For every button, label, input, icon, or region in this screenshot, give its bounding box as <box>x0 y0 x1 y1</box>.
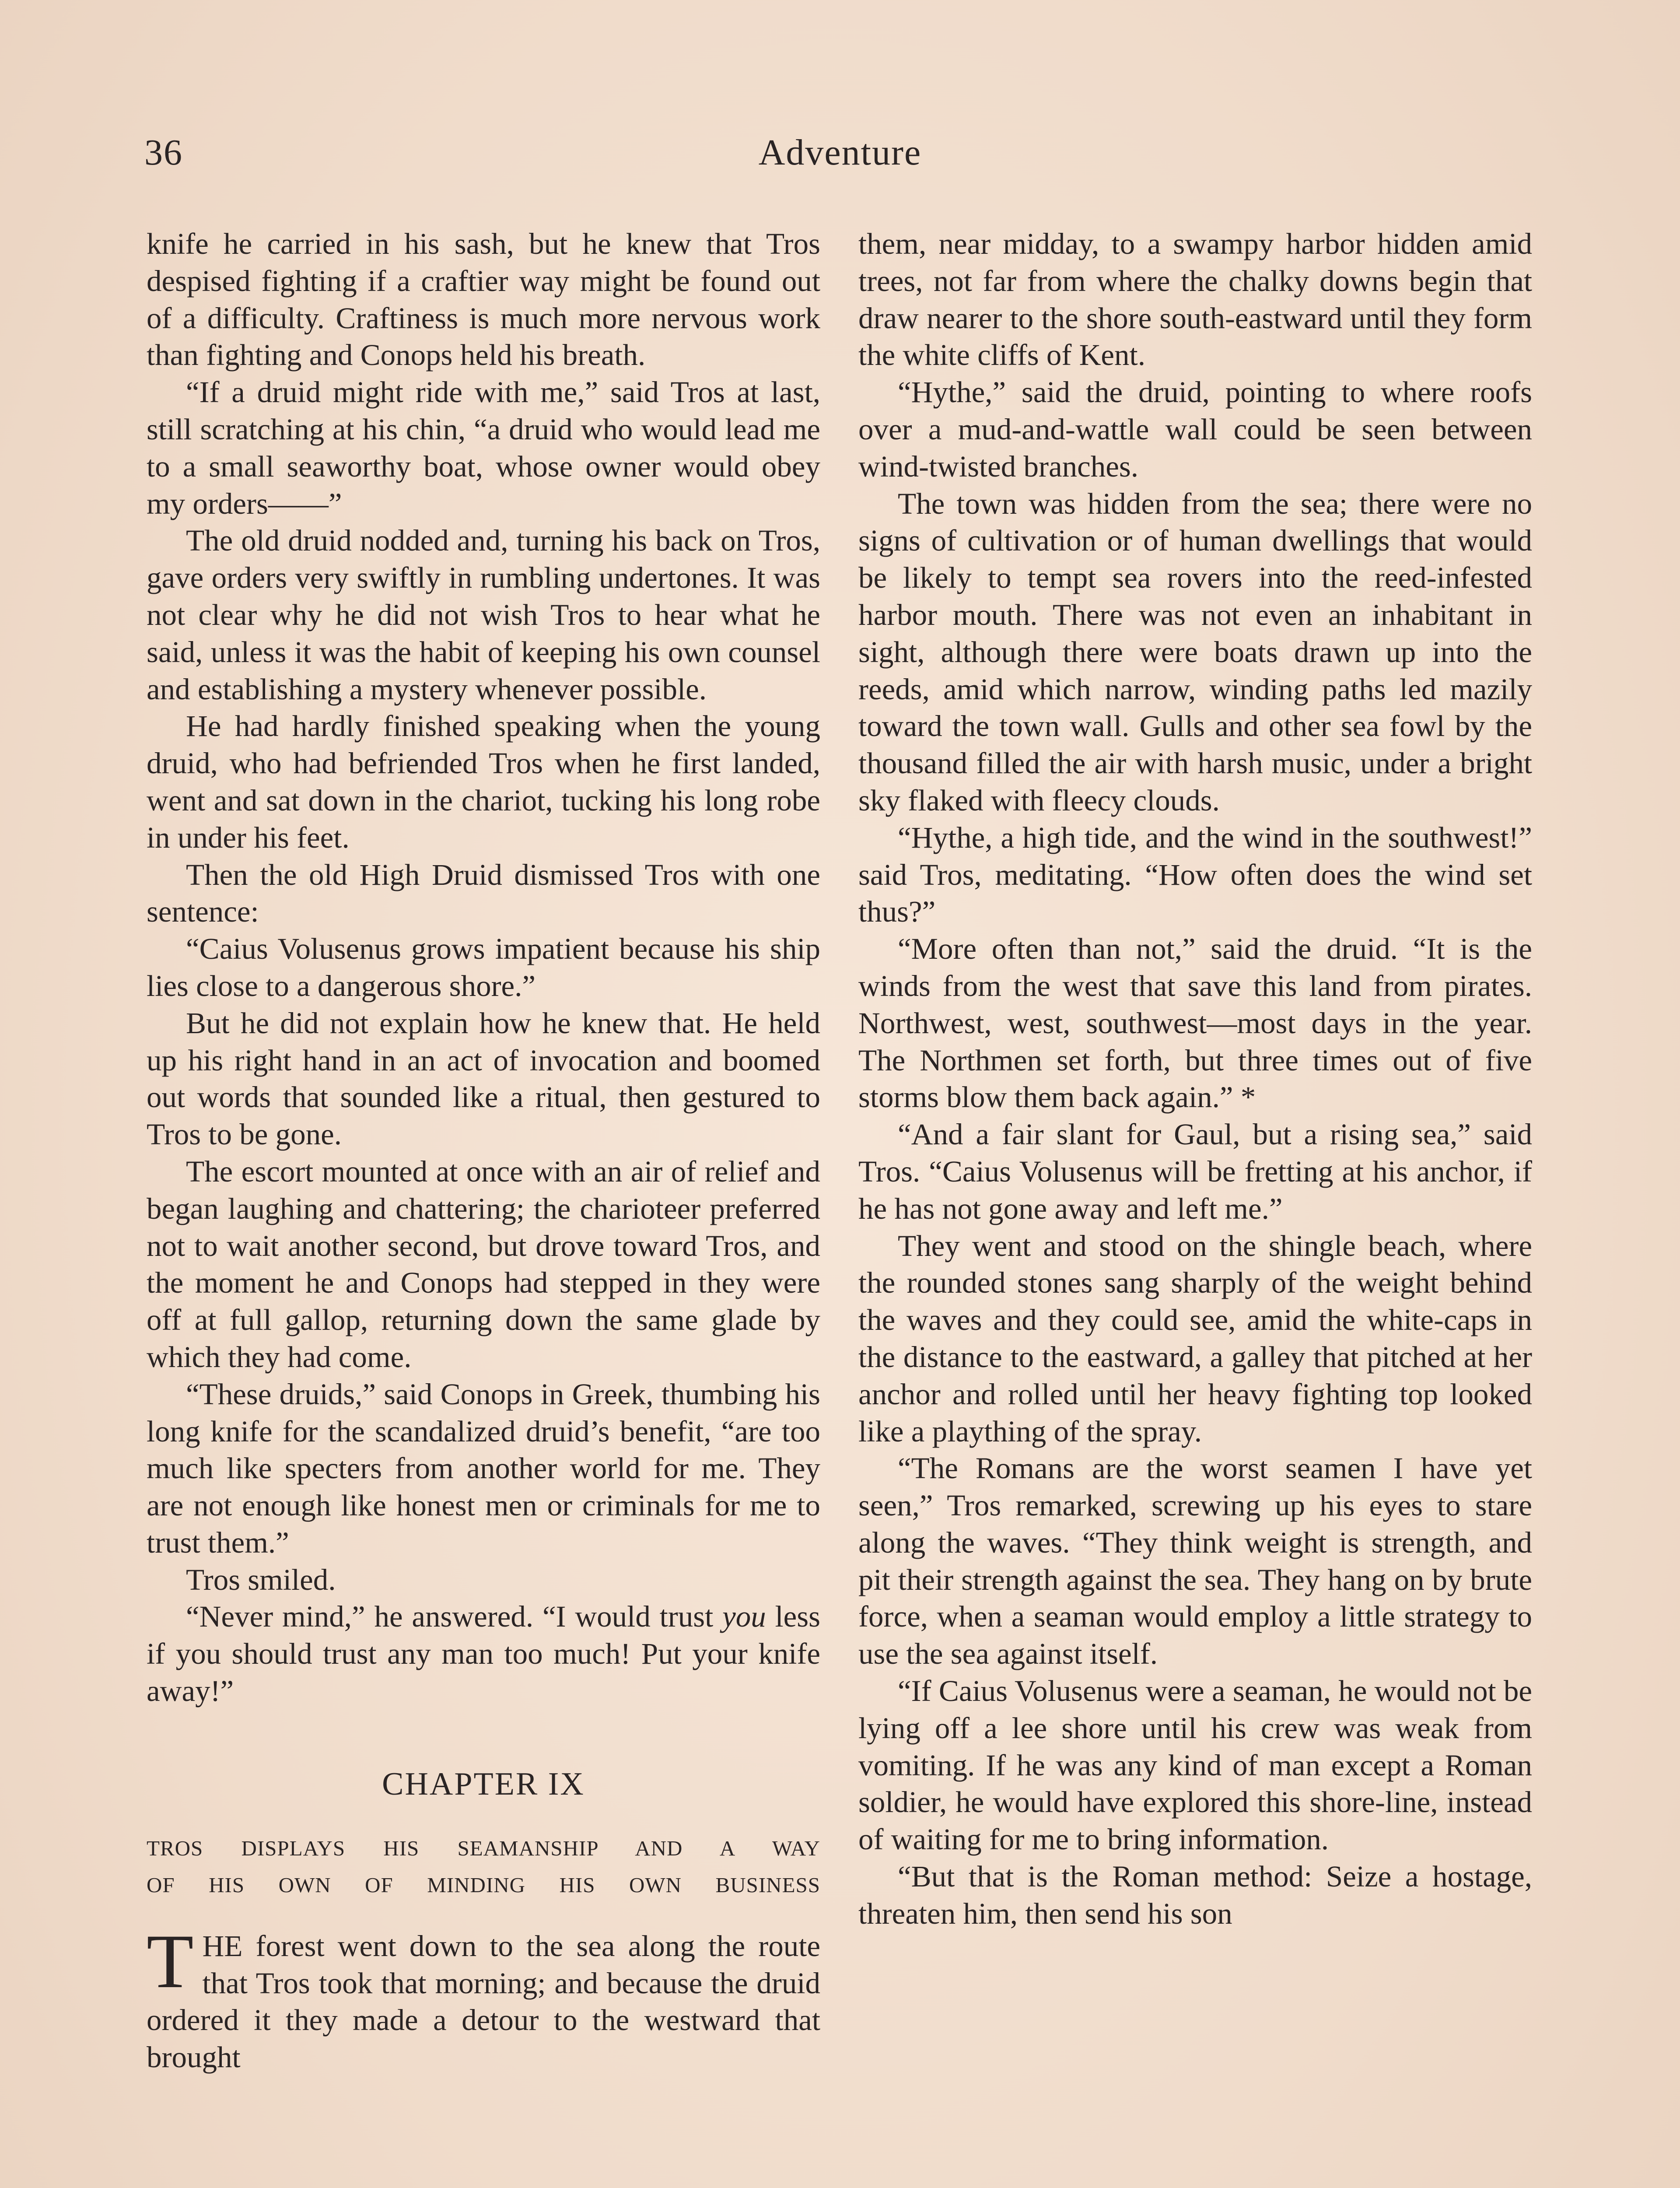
paragraph: The escort mounted at once with an air of relief and began laughing and chattering; the charioteer preferred not to wait another second, but drove toward Tros, and the moment he and Conops had stepped in they were off at full gallop, returning down the same glade by which they had come. <box>147 1154 820 1374</box>
paragraph-text: “Never mind,” he answered. “I would trust <box>186 1600 723 1634</box>
page-header <box>144 131 1536 184</box>
paragraph: They went and stood on the shingle beach, where the rounded stones sang sharply of the weight behind the waves and they could see, amid the white-caps in the distance to the eastward, a galley that pitched at her anchor and rolled until her heavy fighting top looked like a plaything of the spray. <box>858 1229 1532 1448</box>
opening-text: HE forest went down to the sea along the route that Tros took that morning; and because the druid ordered it they made a detour to the westward that brought <box>147 1929 820 2074</box>
paragraph: Tros smiled. <box>186 1563 336 1596</box>
emphasized-word: you <box>722 1600 766 1634</box>
chapter-title: CHAPTER IX <box>382 1766 585 1802</box>
paragraph: “More often than not,” said the druid. “It is the winds from the west that save this land from pirates. Northwest, west, southwest—most days in the year. The Northmen set forth, but three times out of five storms blow them back again.” * <box>858 932 1532 1114</box>
paragraph: them, near midday, to a swampy harbor hidden amid trees, not far from where the chalky downs begin that draw nearer to the shore south-eastward until they form the white cliffs of Kent. <box>858 227 1532 372</box>
chapter-subtitle-line: OF HIS OWN OF MINDING HIS OWN BUSINESS <box>147 1872 820 1897</box>
paragraph-with-emphasis <box>147 1598 820 1709</box>
drop-cap: T <box>147 1918 194 2004</box>
paragraph: But he did not explain how he knew that. He held up his right hand in an act of invocation and boomed out words that sounded like a ritual, then gestured to Tros to be gone. <box>147 1006 820 1151</box>
paragraph: “Hythe,” said the druid, pointing to where roofs over a mud-and-wattle wall could be seen between wind-twisted branches. <box>858 375 1532 483</box>
paragraph: He had hardly finished speaking when the young druid, who had befriended Tros when he first landed, went and sat down in the chariot, tucking his long robe in under his feet. <box>147 709 820 854</box>
paragraph: “And a fair slant for Gaul, but a rising sea,” said Tros. “Caius Volusenus will be fretting at his anchor, if he has not gone away and left me.” <box>858 1118 1532 1225</box>
paragraph-text: less if you should trust any man too much! Put your knife away!” <box>147 1600 821 1708</box>
paragraph: “If Caius Volusenus were a seaman, he would not be lying off a lee shore until his crew was weak from vomiting. If he was any kind of man except a Roman soldier, he would have explored this shore-line, instead of waiting for me to bring information. <box>858 1674 1532 1856</box>
paragraph: “These druids,” said Conops in Greek, thumbing his long knife for the scandalized druid’s benefit, “are too much like specters from another world for me. They are not enough like honest men or criminals for me to trust them.” <box>147 1377 820 1559</box>
paragraph: knife he carried in his sash, but he knew that Tros despised fighting if a craftier way might be found out of a difficulty. Craftiness is much more nervous work than fighting and Conops held his breath. <box>147 227 820 372</box>
paragraph: “Caius Volusenus grows impatient because his ship lies close to a dangerous shore.” <box>147 932 820 1003</box>
page-number: 36 <box>144 132 183 173</box>
paragraph: Then the old High Druid dismissed Tros with one sentence: <box>147 858 820 929</box>
paragraph: “If a druid might ride with me,” said Tros at last, still scratching at his chin, “a druid who would lead me to a small seaworthy boat, whose owner would obey my orders——” <box>147 375 820 520</box>
paragraph: “The Romans are the worst seamen I have yet seen,” Tros remarked, screwing up his eyes to stare along the waves. “They think weight is strength, and pit their strength against the sea. They hang on by brute force, when a seaman would employ a little strategy to use the sea against itself. <box>858 1452 1532 1671</box>
paragraph: “But that is the Roman method: Seize a hostage, threaten him, then send his son <box>858 1860 1532 1930</box>
paragraph: “Hythe, a high tide, and the wind in the southwest!” said Tros, meditating. “How often does the wind set thus?” <box>858 820 1532 929</box>
paragraph: The old druid nodded and, turning his back on Tros, gave orders very swiftly in rumbling undertones. It was not clear why he did not wish Tros to hear what he said, unless it was the habit of keeping his own counsel and establishing a mystery whenever possible. <box>147 524 820 706</box>
paragraph: The town was hidden from the sea; there were no signs of cultivation or of human dwellings that would be likely to tempt sea rovers into the reed-infested harbor mouth. There was not even an inhabitant in sight, although there were boats drawn up into the reeds, amid which narrow, winding paths led mazily toward the town wall. Gulls and other sea fowl by the thousand filled the air with harsh music, under a bright sky flaked with fleecy clouds. <box>858 487 1532 817</box>
running-title: Adventure <box>758 132 922 173</box>
right-column <box>858 225 1532 1932</box>
chapter-subtitle-line: TROS DISPLAYS HIS SEAMANSHIP AND A WAY <box>147 1836 820 1860</box>
chapter-subtitle <box>147 1830 820 1904</box>
chapter-opening-paragraph <box>147 1918 820 2076</box>
left-column <box>147 225 820 2076</box>
